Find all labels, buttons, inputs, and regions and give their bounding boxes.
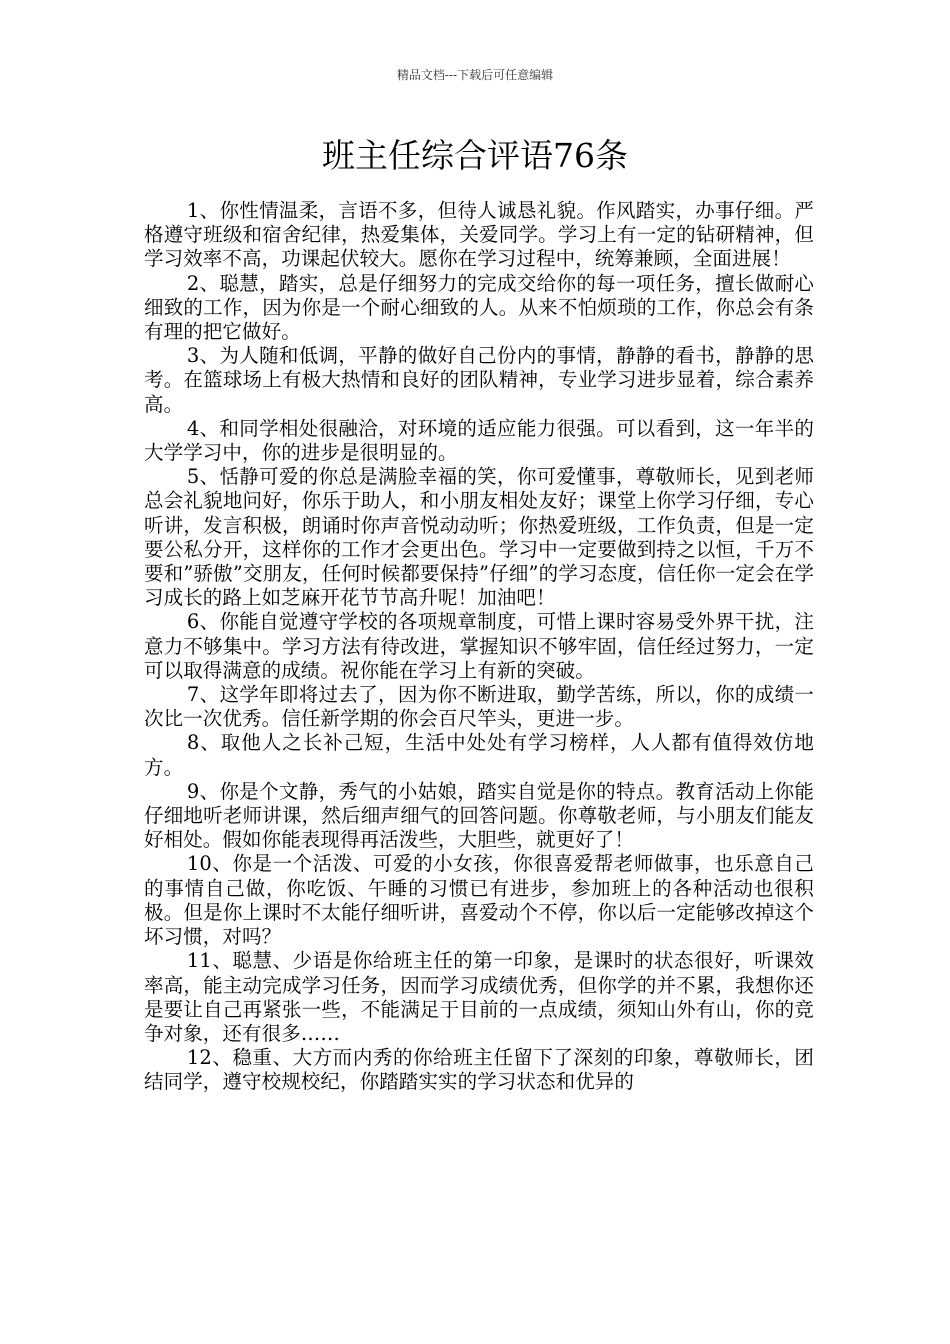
- comment-paragraph-7: 7、这学年即将过去了，因为你不断进取，勤学苦练，所以，你的成绩一次比一次优秀。信任新学期的你会百尺竿头，更进一步。: [144, 683, 814, 731]
- comment-paragraph-11: 11、聪慧、少语是你给班主任的第一印象，是课时的状态很好，听课效率高，能主动完成学习任务，因而学习成绩优秀，但你学的并不累，我想你还是要让自己再紧张一些，不能满足于目前的一点成绩，须知山外有山，你的竞争对象，还有很多……: [144, 949, 814, 1045]
- comment-paragraph-6: 6、你能自觉遵守学校的各项规章制度，可惜上课时容易受外界干扰，注意力不够集中。学习方法有待改进，掌握知识不够牢固，信任经过努力，一定可以取得满意的成绩。祝你能在学习上有新的突破。: [144, 610, 814, 682]
- comment-paragraph-10: 10、你是一个活泼、可爱的小女孩，你很喜爱帮老师做事，也乐意自己的事情自己做，你吃饭、午睡的习惯已有进步，参加班上的各种活动也很积极。但是你上课时不太能仔细听讲，喜爱动个不停，你以后一定能够改掉这个坏习惯，对吗？: [144, 852, 814, 949]
- comment-paragraph-5: 5、恬静可爱的你总是满脸幸福的笑，你可爱懂事，尊敬师长，见到老师总会礼貌地问好，你乐于助人，和小朋友相处友好；课堂上你学习仔细，专心听讲，发言积极，朗诵时你声音悦动动听；你热爱班级，工作负责，但是一定要公私分开，这样你的工作才会更出色。学习中一定要做到持之以恒，千万不要和”骄傲”交朋友，任何时候都要保持”仔细”的学习态度，信任你一定会在学习成长的路上如芝麻开花节节高升呢！加油吧！: [144, 465, 814, 610]
- comment-paragraph-8: 8、取他人之长补己短，生活中处处有学习榜样，人人都有值得效仿地方。: [144, 731, 814, 779]
- document-body: [144, 199, 814, 1095]
- page-header: 精品文档---下载后可任意编辑: [396, 68, 554, 82]
- comment-paragraph-1: 1、你性情温柔，言语不多，但待人诚恳礼貌。作风踏实，办事仔细。严格遵守班级和宿舍纪律，热爱集体，关爱同学。学习上有一定的钻研精神，但学习效率不高，功课起伏较大。愿你在学习过程中，统筹兼顾，全面进展！: [144, 199, 814, 271]
- comment-paragraph-2: 2、聪慧，踏实，总是仔细努力的完成交给你的每一项任务，擅长做耐心细致的工作，因为你是一个耐心细致的人。从来不怕烦琐的工作，你总会有条有理的把它做好。: [144, 271, 814, 344]
- document-title: 班主任综合评语76条: [322, 136, 628, 175]
- comment-paragraph-3: 3、为人随和低调，平静的做好自己份内的事情，静静的看书，静静的思考。在篮球场上有极大热情和良好的团队精神，专业学习进步显着，综合素养高。: [144, 344, 814, 416]
- comment-paragraph-9: 9、你是个文静，秀气的小姑娘，踏实自觉是你的特点。教育活动上你能仔细地听老师讲课，然后细声细气的回答问题。你尊敬老师，与小朋友们能友好相处。假如你能表现得再活泼些，大胆些，就更好了！: [144, 779, 814, 852]
- comment-paragraph-4: 4、和同学相处很融洽，对环境的适应能力很强。可以看到，这一年半的大学学习中，你的进步是很明显的。: [144, 416, 814, 465]
- comment-paragraph-12: 12、稳重、大方而内秀的你给班主任留下了深刻的印象，尊敬师长，团结同学，遵守校规校纪，你踏踏实实的学习状态和优异的: [144, 1046, 814, 1094]
